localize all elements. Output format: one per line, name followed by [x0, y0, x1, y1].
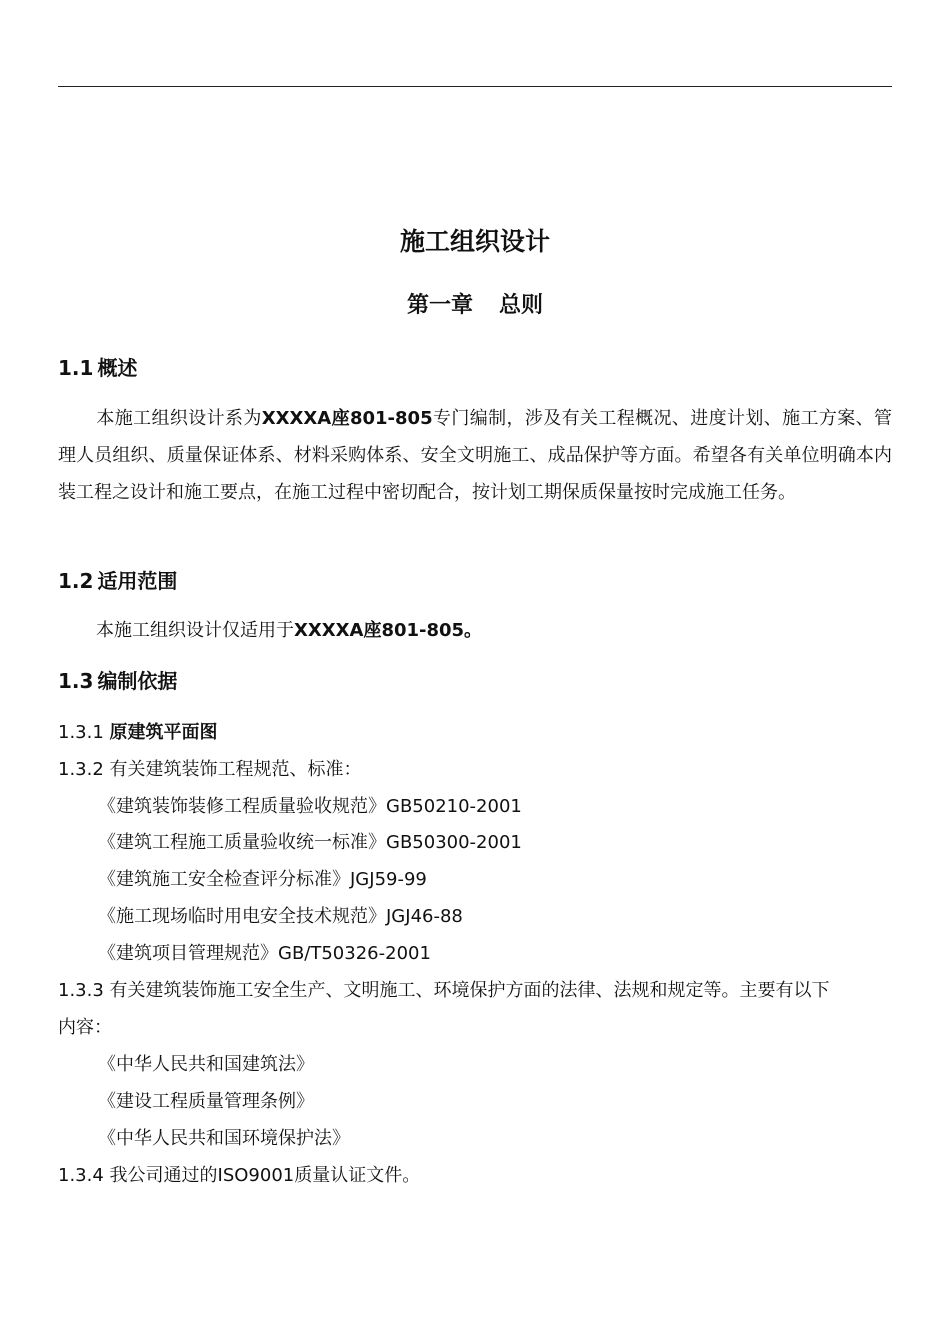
- scope-paragraph: [96, 619, 482, 643]
- standard-item: 《建筑装饰装修工程质量验收规范》GB50210-2001: [98, 796, 522, 817]
- law-item: 《中华人民共和国建筑法》: [98, 1054, 314, 1075]
- standard-item: 《建筑项目管理规范》GB/T50326-2001: [98, 943, 431, 964]
- section-number: 1.1: [58, 356, 94, 380]
- overview-paragraph: [58, 400, 892, 511]
- list-item-1-3-4: 1.3.4 我公司通过的ISO9001质量认证文件。: [58, 1165, 421, 1186]
- section-number: 1.2: [58, 569, 94, 593]
- section-heading-1-1: [58, 354, 137, 382]
- paragraph-text: 本施工组织设计系为: [96, 408, 262, 429]
- item-number: 1.3.1: [58, 722, 104, 743]
- section-number: 1.3: [58, 669, 94, 693]
- header-rule: [58, 86, 892, 87]
- chapter-heading: [0, 290, 950, 322]
- standard-item: 《施工现场临时用电安全技术规范》JGJ46-88: [98, 906, 463, 927]
- paragraph-text: 本施工组织设计仅适用于: [96, 620, 294, 641]
- list-item-1-3-2: 1.3.2 有关建筑装饰工程规范、标准：: [58, 759, 362, 780]
- section-title: 编制依据: [97, 669, 178, 693]
- project-name: XXXXA座801-805。: [294, 620, 483, 641]
- list-item-1-3-3-cont: 内容：: [58, 1017, 112, 1038]
- law-item: 《建设工程质量管理条例》: [98, 1091, 314, 1112]
- chapter-name: 总则: [499, 293, 544, 318]
- standard-item: 《建筑施工安全检查评分标准》JGJ59-99: [98, 869, 427, 890]
- paragraph-text: 专门编制，涉及有关工程概况、进度计划、施工方案、管理人员组织、质量保证体系、材料采购体系、安全文明施工、成品保护等方面。希望各有关单位明确本内装工程之设计和施工要点，在施工过程中密切配合，按计划工期保质保量按时完成施工任务。: [58, 408, 893, 503]
- project-name: XXXXA座801-805: [261, 408, 433, 429]
- standard-item: 《建筑工程施工质量验收统一标准》GB50300-2001: [98, 832, 522, 853]
- document-title: 施工组织设计: [399, 227, 550, 256]
- section-title: 概述: [97, 356, 138, 380]
- list-item-1-3-3: 1.3.3 有关建筑装饰施工安全生产、文明施工、环境保护方面的法律、法规和规定等。主要有以下: [58, 980, 830, 1001]
- chapter-label: 第一章: [406, 293, 473, 318]
- section-heading-1-3: [58, 667, 177, 695]
- section-heading-1-2: [58, 567, 177, 595]
- section-title: 适用范围: [97, 569, 178, 593]
- item-text: 原建筑平面图: [109, 722, 218, 743]
- list-item-1-3-1: [58, 721, 218, 745]
- law-item: 《中华人民共和国环境保护法》: [98, 1128, 350, 1149]
